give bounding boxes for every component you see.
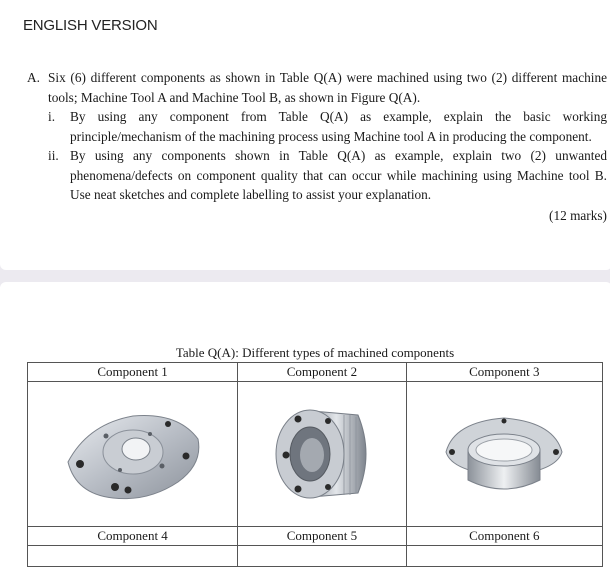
component-4-cell [28,546,238,567]
component-1-image [58,394,208,514]
sub-question-label: ii. [48,148,59,163]
component-2-header: Component 2 [238,363,406,382]
question-card [0,0,610,270]
component-6-cell [406,546,602,567]
component-1-header: Component 1 [28,363,238,382]
marks-label: (12 marks) [549,207,607,223]
component-5-header: Component 5 [238,527,406,546]
sub-question-text: By using any component from Table Q(A) as example, explain the basic working principle/mechanism of the machining process using Machine tool A in producing the component. [70,109,607,144]
sub-question-label: i. [48,109,56,124]
table-header-row-2 [28,527,603,546]
component-1-cell [28,382,238,527]
component-2-image [262,389,382,519]
component-4-header: Component 4 [28,527,238,546]
question-block [27,68,607,225]
components-table [27,362,603,567]
sub-question-ii [48,146,607,205]
component-3-cell [406,382,602,527]
sub-question-i [48,107,607,146]
table-image-row [28,382,603,527]
table-caption: Table Q(A): Different types of machined components [175,345,455,360]
component-3-image [434,394,574,514]
question-label: A. [27,70,40,85]
question-main [27,68,607,107]
component-5-cell [238,546,406,567]
component-6-header: Component 6 [406,527,602,546]
sub-question-text: By using any components shown in Table Q(A) as example, explain two (2) unwanted phenomena/defects on component quality that can occur while machining using Machine tool B. Use neat sketches and complete labelling to assist your explanation. [70,148,607,202]
table-image-row-2 [28,546,603,567]
component-2-cell [238,382,406,527]
version-heading: ENGLISH VERSION [23,17,158,34]
table-header-row [28,363,603,382]
component-3-header: Component 3 [406,363,602,382]
question-text: Six (6) different components as shown in Table Q(A) were machined using two (2) different machine tools; Machine Tool A and Machine Tool B, as shown in Figure Q(A). [48,70,607,105]
